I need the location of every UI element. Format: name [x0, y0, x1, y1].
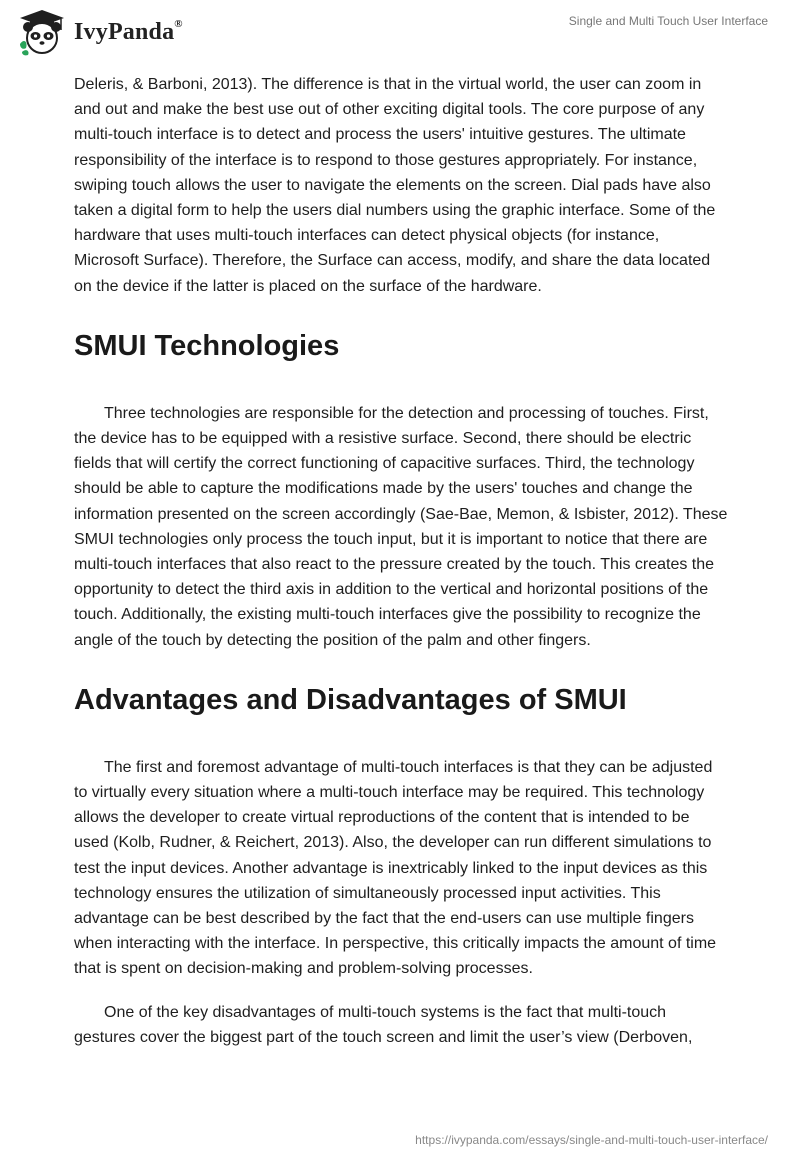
panda-graduate-icon [16, 8, 68, 56]
paragraph: Three technologies are responsible for the detection and processing of touches. First, the device has to be equipped with a resistive surface. Second, there should be electric fields that will certify the correct functioning of capacitive surfaces. Third, the technology should be able to capture the modifications made by the users' touches and change the information presented on the screen accordingly (Sae-Bae, Memon, & Isbister, 2012). These SMUI technologies only process the touch input, but it is important to notice that there are multi-touch interfaces that also react to the pressure created by the touch. This creates the opportunity to detect the third axis in addition to the vertical and horizontal positions of the touch. Additionally, the existing multi-touch interfaces give the possibility to recognize the angle of the touch by detecting the position of the palm and other fingers. [74, 404, 728, 649]
essay-body [74, 72, 728, 1050]
document-title: Single and Multi Touch User Interface [568, 14, 768, 28]
paragraph-continued: Deleris, & Barboni, 2013). The difference is that in the virtual world, the user can zoom in and out and make the best use out of other exciting digital tools. The core purpose of any multi-touch interface is to detect and process the users' intuitive gestures. The ultimate responsibility of the interface is to respond to those gestures appropriately. For instance, swiping touch allows the user to navigate the elements on the screen. Dial pads have also taken a digital form to help the users dial numbers using the graphic interface. Some of the hardware that uses multi-touch interfaces can detect physical objects (for instance, Microsoft Surface). Therefore, the Surface can access, modify, and share the data located on the device if the latter is placed on the surface of the hardware. [74, 76, 716, 295]
registered-mark: ® [174, 17, 183, 30]
paragraph: The first and foremost advantage of multi-touch interfaces is that they can be adjusted to virtually every situation where a multi-touch interface may be required. This technology allows the developer to create virtual reproductions of the content that is intended to be used (Kolb, Rudner, & Reichert, 2013). Also, the developer can run different simulations to test the input devices. Another advantage is inextricably linked to the input devices as this technology ensures the utilization of simultaneously processed input activities. This advantage can be best described by the fact that the end-users can use multiple fingers when interacting with the interface. In perspective, this critically impacts the amount of time that is spent on decision-making and problem-solving processes. [74, 758, 717, 978]
paragraph: One of the key disadvantages of multi-touch systems is the fact that multi-touch gestures cover the biggest part of the touch screen and limit the user’s view (Derboven, [74, 1003, 693, 1046]
page-header [0, 0, 800, 64]
logo-wordmark: IvyPanda® [74, 17, 183, 45]
logo[interactable] [16, 8, 216, 56]
source-url[interactable]: https://ivypanda.com/essays/single-and-multi-touch-user-interface/ [415, 1133, 768, 1147]
section-heading-smui-technologies: SMUI Technologies [74, 329, 340, 362]
section-heading-advantages: Advantages and Disadvantages of SMUI [74, 683, 627, 716]
